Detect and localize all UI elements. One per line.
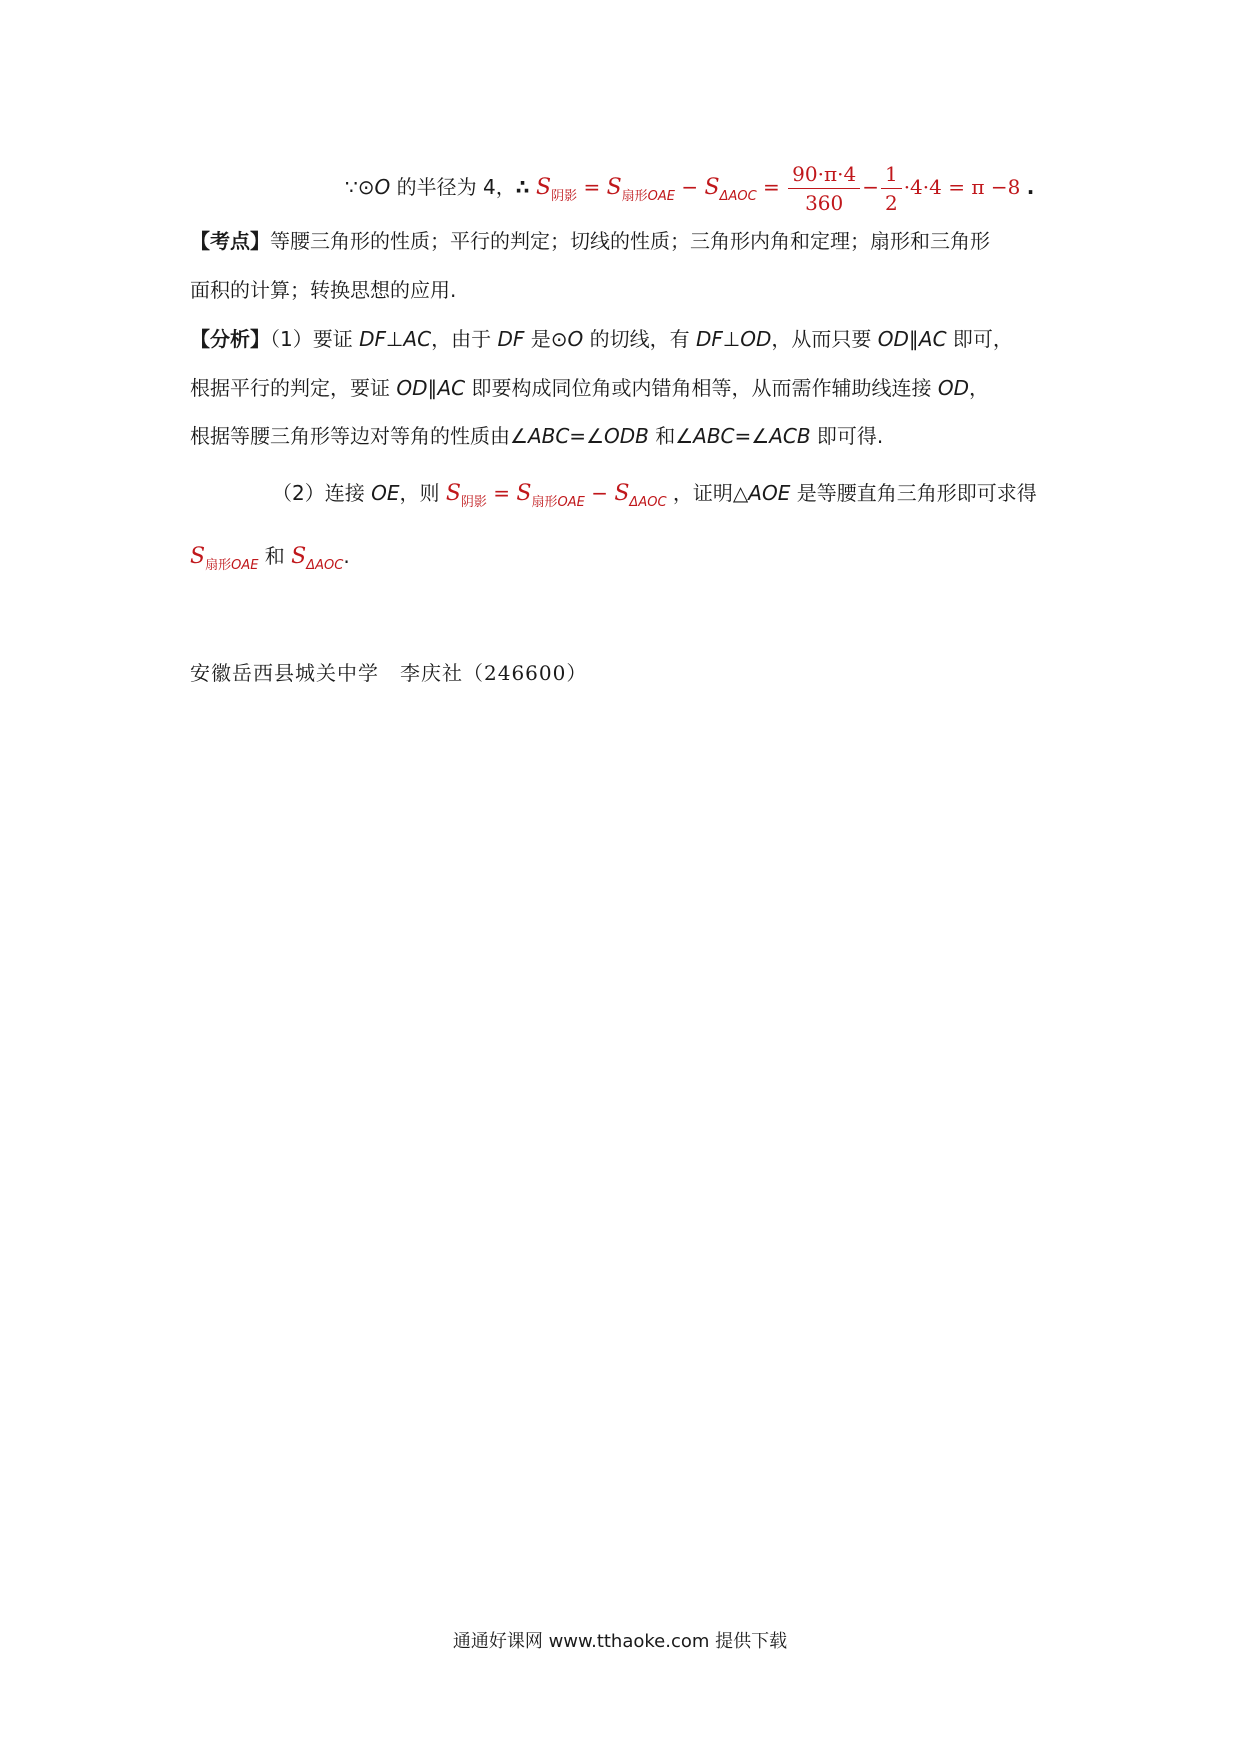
fenxi-p2-b: OE (371, 481, 400, 505)
circle-symbol: ⊙ (357, 175, 375, 199)
formula2-minus: − (591, 481, 608, 505)
frac2-num: 1 (881, 162, 902, 189)
formula-eq-2: = (763, 175, 780, 199)
fenxi-l1-c: ，由于 (431, 327, 498, 351)
radius-text: 的半径为 4， (390, 175, 516, 199)
formula-s-shade: S (535, 175, 552, 200)
fenxi-l1-k: 即可， (946, 327, 1013, 351)
formula-sub-shade: 阴影 (551, 189, 578, 204)
kaodian-label: 【考点】 (190, 229, 270, 253)
fenxi-l3-a: 根据等腰三角形等边对等角的性质由∠ (190, 424, 528, 448)
formula2-s-tri: S (614, 481, 630, 506)
sub-sector-oae: OAE (647, 189, 675, 204)
formula2-sub-shade: 阴影 (460, 495, 487, 510)
circle-name: O (374, 175, 391, 199)
fenxi-l1-j: OD∥AC (877, 327, 947, 351)
formula-minus-1: − (681, 175, 699, 199)
fenxi-p2-e: AOE (748, 481, 791, 505)
therefore-symbol: ∴ (515, 175, 530, 199)
formula-eq-1: = (583, 175, 601, 199)
formula-s-tri: S (704, 175, 720, 200)
formula-period: . (1026, 175, 1035, 199)
kaodian-line-1 (190, 226, 990, 256)
formula2-sub-sector (532, 495, 585, 510)
fraction-90pi4-360 (788, 162, 860, 215)
formula-sub-tri: ΔAOC (719, 189, 757, 204)
fenxi-l1-d: DF (497, 327, 525, 351)
frac1-den: 360 (805, 191, 844, 215)
fenxi-l1-h: DF⊥OD (695, 327, 772, 351)
area-formula-2 (445, 481, 673, 510)
author-school: 安徽岳西县城关中学 李庆社（246600） (190, 661, 588, 685)
formula-minus-2: − (862, 175, 879, 199)
formula3-sub-tri: ΔAOC (306, 558, 344, 573)
fenxi-p2-f: 是等腰直角三角形即可求得 (790, 481, 1037, 505)
formula3-sub-sector (205, 558, 258, 573)
formula3-sub-sector-oae: OAE (231, 558, 259, 573)
formula3-s-tri: S (291, 544, 307, 569)
fenxi-l3-d: ABC=∠ACB (693, 424, 811, 448)
formula2-s-shade: S (445, 481, 461, 506)
kaodian-text-2: 面积的计算；转换思想的应用. (190, 278, 457, 302)
formula2-s-sector: S (516, 481, 532, 506)
fenxi-p3-and: 和 (258, 544, 292, 568)
fenxi-l3-e: 即可得. (810, 424, 884, 448)
fenxi-p2-c: ，则 (399, 481, 446, 505)
sub-sector-label: 扇形 (621, 189, 648, 204)
fenxi-line-1 (190, 324, 1013, 354)
fenxi-l2-b: OD∥AC (396, 376, 466, 400)
formula-s-sector: S (606, 175, 622, 200)
fenxi-l1-g: 的切线，有 (583, 327, 696, 351)
sector-area-symbol (190, 544, 259, 573)
fenxi-p2-a: （2）连接 (272, 481, 372, 505)
fenxi-l2-c: 即要构成同位角或内错角相等，从而需作辅助线连接 (465, 376, 938, 400)
fenxi-l1-f: O (567, 327, 584, 351)
formula-line-1 (345, 162, 1034, 215)
fenxi-l1-a: （1）要证 (270, 327, 360, 351)
formula2-sub-tri: ΔAOC (629, 495, 667, 510)
fenxi-l2-a: 根据平行的判定，要证 (190, 376, 397, 400)
fenxi-l2-d: OD (937, 376, 970, 400)
formula3-sub-sector-label: 扇形 (205, 558, 232, 573)
fenxi-part3-line (190, 541, 350, 575)
fenxi-l3-c: 和∠ (648, 424, 694, 448)
triangle-area-symbol (291, 544, 344, 573)
fenxi-line-2 (190, 373, 989, 403)
footer-text: 通通好课网 www.tthaoke.com 提供下载 (452, 1631, 788, 1652)
because-symbol: ∵ (345, 175, 358, 199)
kaodian-text-1: 等腰三角形的性质；平行的判定；切线的性质；三角形内角和定理；扇形和三角形 (270, 229, 990, 253)
frac2-den: 2 (884, 191, 898, 215)
fenxi-l1-e: 是⊙ (524, 327, 568, 351)
fenxi-p2-d: ，证明△ (672, 481, 749, 505)
fraction-1-2 (881, 162, 902, 215)
fenxi-l2-e: ， (969, 376, 990, 400)
fenxi-l1-i: ，从而只要 (771, 327, 878, 351)
fenxi-label: 【分析】 (190, 327, 270, 351)
formula-sub-sector (622, 189, 675, 204)
formula2-sub-sector-oae: OAE (557, 495, 585, 510)
fenxi-p3-end: . (343, 544, 350, 568)
fenxi-part2-line (272, 478, 1037, 512)
formula3-s-sector: S (190, 544, 206, 569)
fenxi-line-3 (190, 421, 883, 451)
fenxi-l1-b: DF⊥AC (359, 327, 432, 351)
formula2-eq: = (493, 481, 511, 505)
formula-tail: ·4·4 = π −8 (903, 175, 1021, 199)
formula2-sub-sector-label: 扇形 (531, 495, 558, 510)
fenxi-l3-b: ABC=∠ODB (527, 424, 649, 448)
kaodian-line-2 (190, 275, 456, 305)
frac1-num: 90·π·4 (788, 162, 860, 189)
